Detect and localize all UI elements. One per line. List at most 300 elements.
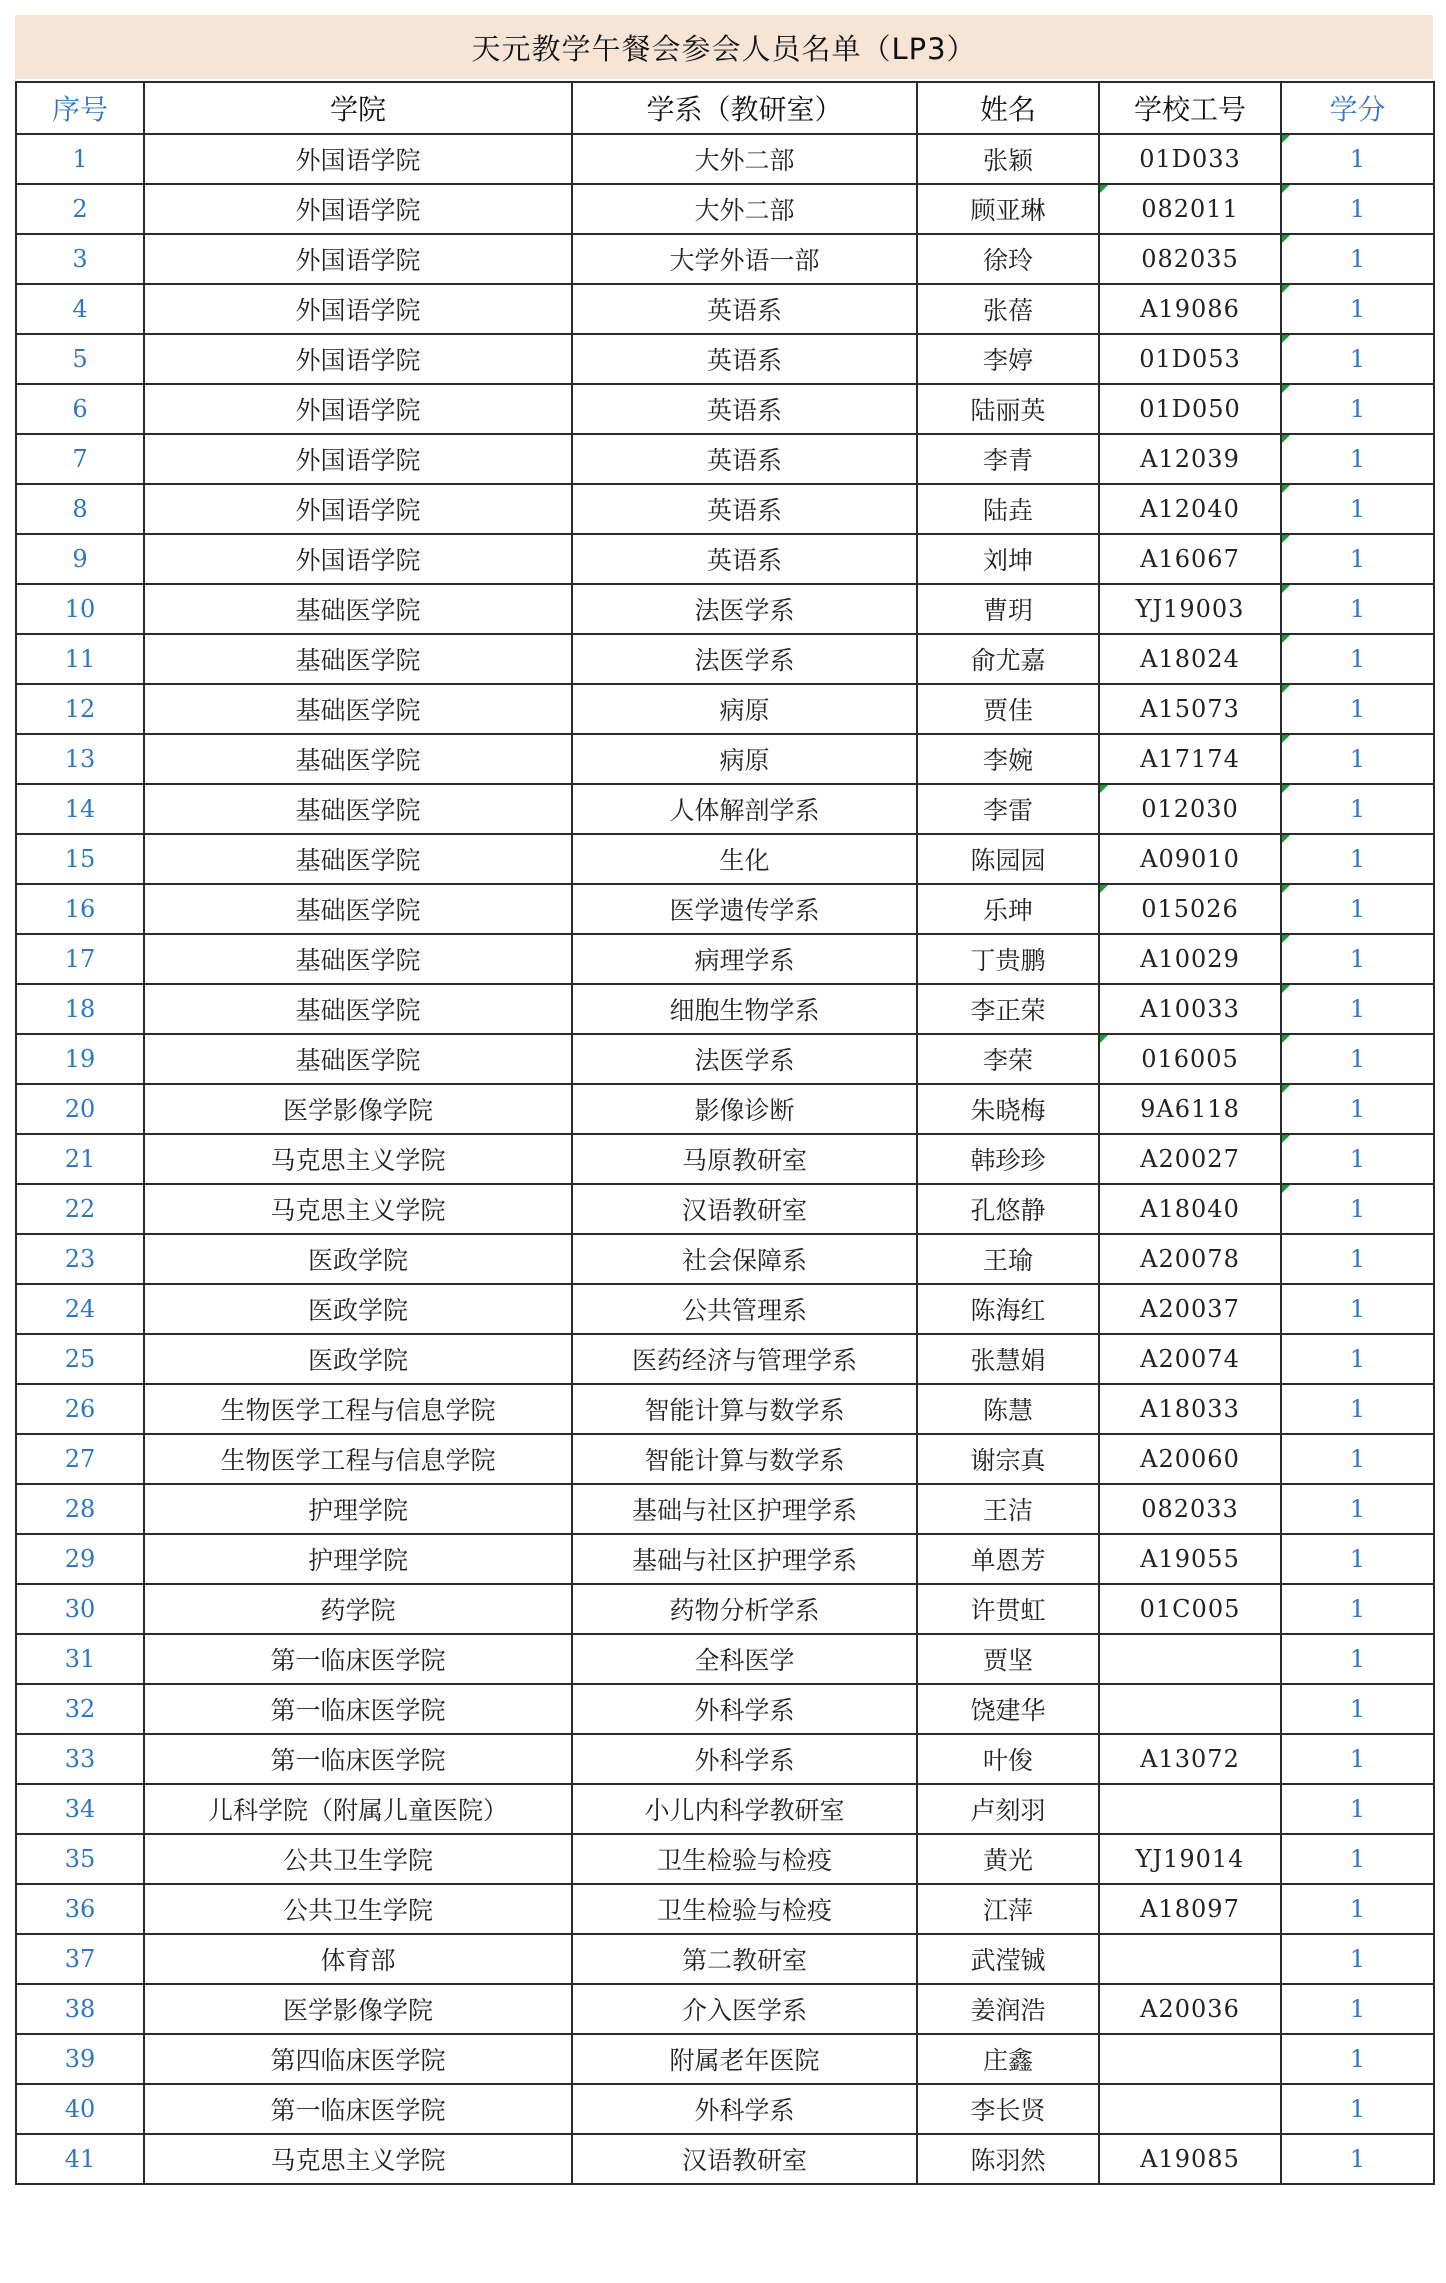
cell-staff-id[interactable]	[1099, 1634, 1281, 1684]
table-row[interactable]	[16, 984, 1434, 1034]
table-row[interactable]	[16, 484, 1434, 534]
table-row[interactable]	[16, 1684, 1434, 1734]
cell-college[interactable]	[144, 2034, 572, 2084]
cell-name[interactable]	[917, 134, 1099, 184]
table-row[interactable]	[16, 384, 1434, 434]
cell-college[interactable]	[144, 1284, 572, 1334]
cell-staff-id-text: A20036	[1140, 1995, 1240, 2023]
cell-name[interactable]	[917, 1584, 1099, 1634]
cell-staff-id[interactable]	[1099, 634, 1281, 684]
cell-staff-id[interactable]	[1099, 1834, 1281, 1884]
cell-name[interactable]	[917, 1834, 1099, 1884]
table-row[interactable]	[16, 934, 1434, 984]
cell-department[interactable]	[572, 1534, 917, 1584]
cell-name[interactable]	[917, 1384, 1099, 1434]
cell-college[interactable]	[144, 1484, 572, 1534]
cell-department-text: 公共管理系	[681, 1296, 807, 1325]
table-row[interactable]	[16, 1934, 1434, 1984]
cell-department[interactable]	[572, 1134, 917, 1184]
cell-staff-id[interactable]	[1099, 184, 1281, 234]
cell-credit[interactable]	[1281, 834, 1434, 884]
table-row[interactable]	[16, 884, 1434, 934]
cell-credit[interactable]	[1281, 1634, 1434, 1684]
cell-department[interactable]	[572, 484, 917, 534]
cell-credit-text: 1	[1349, 2095, 1366, 2123]
cell-staff-id[interactable]	[1099, 384, 1281, 434]
cell-name[interactable]	[917, 1684, 1099, 1734]
cell-index[interactable]	[16, 1784, 144, 1834]
header-staff-id[interactable]: 学校工号	[1099, 82, 1281, 134]
table-row[interactable]	[16, 1784, 1434, 1834]
cell-name[interactable]	[917, 284, 1099, 334]
cell-college[interactable]	[144, 534, 572, 584]
cell-index[interactable]	[16, 634, 144, 684]
cell-credit[interactable]	[1281, 284, 1434, 334]
cell-name[interactable]	[917, 1934, 1099, 1984]
cell-credit[interactable]	[1281, 1984, 1434, 2034]
cell-index[interactable]	[16, 1284, 144, 1334]
cell-index[interactable]	[16, 984, 144, 1034]
cell-college[interactable]	[144, 984, 572, 1034]
cell-department[interactable]	[572, 1784, 917, 1834]
cell-department[interactable]	[572, 1684, 917, 1734]
cell-index[interactable]	[16, 734, 144, 784]
cell-department[interactable]	[572, 734, 917, 784]
table-row[interactable]	[16, 684, 1434, 734]
cell-staff-id[interactable]	[1099, 2034, 1281, 2084]
cell-department[interactable]	[572, 384, 917, 434]
table-row[interactable]	[16, 634, 1434, 684]
cell-name[interactable]	[917, 1884, 1099, 1934]
cell-staff-id[interactable]	[1099, 884, 1281, 934]
table-row[interactable]	[16, 284, 1434, 334]
cell-credit-text: 1	[1349, 1045, 1366, 1073]
cell-department[interactable]	[572, 234, 917, 284]
cell-college[interactable]	[144, 884, 572, 934]
cell-college[interactable]	[144, 1884, 572, 1934]
table-row[interactable]	[16, 1134, 1434, 1184]
cell-credit[interactable]	[1281, 1534, 1434, 1584]
cell-college[interactable]	[144, 784, 572, 834]
cell-department[interactable]	[572, 584, 917, 634]
cell-name[interactable]	[917, 1284, 1099, 1334]
cell-department[interactable]	[572, 1584, 917, 1634]
cell-college[interactable]	[144, 1034, 572, 1084]
cell-credit[interactable]	[1281, 1084, 1434, 1134]
cell-index[interactable]	[16, 1234, 144, 1284]
cell-credit[interactable]	[1281, 1734, 1434, 1784]
cell-department[interactable]	[572, 134, 917, 184]
cell-name[interactable]	[917, 1984, 1099, 2034]
cell-college[interactable]	[144, 484, 572, 534]
cell-college[interactable]	[144, 634, 572, 684]
table-row[interactable]	[16, 784, 1434, 834]
cell-department[interactable]	[572, 1984, 917, 2034]
cell-college[interactable]	[144, 1984, 572, 2034]
table-row[interactable]	[16, 1534, 1434, 1584]
cell-department[interactable]	[572, 834, 917, 884]
cell-staff-id[interactable]	[1099, 2134, 1281, 2184]
cell-department[interactable]	[572, 634, 917, 684]
cell-credit[interactable]	[1281, 1484, 1434, 1534]
cell-index[interactable]	[16, 834, 144, 884]
cell-staff-id[interactable]	[1099, 1684, 1281, 1734]
cell-staff-id[interactable]	[1099, 1384, 1281, 1434]
cell-college[interactable]	[144, 2084, 572, 2134]
cell-college[interactable]	[144, 1834, 572, 1884]
cell-credit[interactable]	[1281, 684, 1434, 734]
cell-name[interactable]	[917, 984, 1099, 1034]
cell-credit[interactable]	[1281, 1584, 1434, 1634]
cell-staff-id[interactable]	[1099, 434, 1281, 484]
cell-staff-id[interactable]	[1099, 584, 1281, 634]
cell-credit[interactable]	[1281, 1284, 1434, 1334]
cell-staff-id[interactable]	[1099, 1184, 1281, 1234]
cell-college[interactable]	[144, 284, 572, 334]
cell-name[interactable]	[917, 1334, 1099, 1384]
cell-name[interactable]	[917, 1184, 1099, 1234]
cell-college[interactable]	[144, 1534, 572, 1584]
cell-name[interactable]	[917, 1434, 1099, 1484]
cell-college[interactable]	[144, 434, 572, 484]
cell-department[interactable]	[572, 1484, 917, 1534]
cell-index[interactable]	[16, 384, 144, 434]
cell-index[interactable]	[16, 2034, 144, 2084]
cell-index[interactable]	[16, 284, 144, 334]
cell-name[interactable]	[917, 334, 1099, 384]
table-row[interactable]	[16, 1984, 1434, 2034]
cell-college[interactable]	[144, 334, 572, 384]
cell-index[interactable]	[16, 1034, 144, 1084]
cell-index[interactable]	[16, 234, 144, 284]
cell-staff-id[interactable]	[1099, 1434, 1281, 1484]
cell-index[interactable]	[16, 2134, 144, 2184]
cell-credit[interactable]	[1281, 1034, 1434, 1084]
cell-college[interactable]	[144, 684, 572, 734]
table-row[interactable]	[16, 734, 1434, 784]
cell-department[interactable]	[572, 2034, 917, 2084]
cell-name[interactable]	[917, 2084, 1099, 2134]
cell-credit[interactable]	[1281, 584, 1434, 634]
cell-index[interactable]	[16, 1184, 144, 1234]
cell-credit[interactable]	[1281, 384, 1434, 434]
header-index[interactable]: 序号	[16, 82, 144, 134]
table-row[interactable]	[16, 1184, 1434, 1234]
cell-credit[interactable]	[1281, 884, 1434, 934]
cell-name[interactable]	[917, 1484, 1099, 1534]
cell-staff-id[interactable]	[1099, 834, 1281, 884]
cell-name[interactable]	[917, 1084, 1099, 1134]
cell-staff-id[interactable]	[1099, 1784, 1281, 1834]
cell-name[interactable]	[917, 834, 1099, 884]
cell-department[interactable]	[572, 334, 917, 384]
cell-credit[interactable]	[1281, 1234, 1434, 1284]
cell-college[interactable]	[144, 834, 572, 884]
cell-department[interactable]	[572, 1084, 917, 1134]
cell-name[interactable]	[917, 934, 1099, 984]
cell-index[interactable]	[16, 2084, 144, 2134]
cell-college[interactable]	[144, 1134, 572, 1184]
cell-staff-id[interactable]	[1099, 334, 1281, 384]
cell-college[interactable]	[144, 384, 572, 434]
cell-college[interactable]	[144, 1584, 572, 1634]
cell-credit[interactable]	[1281, 934, 1434, 984]
cell-staff-id[interactable]	[1099, 784, 1281, 834]
cell-name[interactable]	[917, 1034, 1099, 1084]
table-row[interactable]	[16, 1584, 1434, 1634]
cell-name[interactable]	[917, 1534, 1099, 1584]
cell-college[interactable]	[144, 1084, 572, 1134]
cell-college[interactable]	[144, 1684, 572, 1734]
table-row[interactable]	[16, 1734, 1434, 1784]
cell-name[interactable]	[917, 384, 1099, 434]
cell-department[interactable]	[572, 184, 917, 234]
cell-staff-id-text: A18040	[1140, 1195, 1240, 1223]
cell-department[interactable]	[572, 1734, 917, 1784]
cell-department[interactable]	[572, 884, 917, 934]
cell-name[interactable]	[917, 534, 1099, 584]
cell-department[interactable]	[572, 1834, 917, 1884]
cell-department[interactable]	[572, 534, 917, 584]
table-row[interactable]	[16, 1834, 1434, 1884]
cell-department[interactable]	[572, 284, 917, 334]
cell-credit[interactable]	[1281, 1784, 1434, 1834]
cell-credit[interactable]	[1281, 2084, 1434, 2134]
cell-index[interactable]	[16, 484, 144, 534]
cell-credit[interactable]	[1281, 1134, 1434, 1184]
cell-name[interactable]	[917, 1634, 1099, 1684]
cell-name[interactable]	[917, 484, 1099, 534]
cell-credit[interactable]	[1281, 534, 1434, 584]
cell-index[interactable]	[16, 1934, 144, 1984]
cell-department[interactable]	[572, 2134, 917, 2184]
cell-name[interactable]	[917, 1134, 1099, 1184]
cell-name[interactable]	[917, 884, 1099, 934]
cell-credit[interactable]	[1281, 784, 1434, 834]
table-row[interactable]	[16, 234, 1434, 284]
cell-index[interactable]	[16, 584, 144, 634]
cell-index[interactable]	[16, 1684, 144, 1734]
cell-credit[interactable]	[1281, 1184, 1434, 1234]
cell-staff-id[interactable]	[1099, 484, 1281, 534]
cell-index[interactable]	[16, 1334, 144, 1384]
cell-staff-id[interactable]	[1099, 934, 1281, 984]
cell-college[interactable]	[144, 1184, 572, 1234]
cell-college[interactable]	[144, 584, 572, 634]
cell-index[interactable]	[16, 1484, 144, 1534]
cell-index[interactable]	[16, 184, 144, 234]
cell-staff-id[interactable]	[1099, 1234, 1281, 1284]
cell-index[interactable]	[16, 1534, 144, 1584]
cell-index[interactable]	[16, 1834, 144, 1884]
cell-credit[interactable]	[1281, 984, 1434, 1034]
cell-index[interactable]	[16, 884, 144, 934]
cell-staff-id[interactable]	[1099, 284, 1281, 334]
cell-index[interactable]	[16, 334, 144, 384]
cell-college[interactable]	[144, 1934, 572, 1984]
cell-credit[interactable]	[1281, 1334, 1434, 1384]
cell-credit[interactable]	[1281, 434, 1434, 484]
cell-staff-id[interactable]	[1099, 1584, 1281, 1634]
cell-index[interactable]	[16, 1884, 144, 1934]
cell-department[interactable]	[572, 1434, 917, 1484]
cell-name[interactable]	[917, 434, 1099, 484]
cell-index[interactable]	[16, 684, 144, 734]
cell-name[interactable]	[917, 584, 1099, 634]
cell-college[interactable]	[144, 134, 572, 184]
cell-name[interactable]	[917, 684, 1099, 734]
cell-staff-id[interactable]	[1099, 734, 1281, 784]
cell-credit[interactable]	[1281, 2134, 1434, 2184]
cell-index[interactable]	[16, 534, 144, 584]
cell-credit[interactable]	[1281, 634, 1434, 684]
cell-staff-id[interactable]	[1099, 1034, 1281, 1084]
cell-department[interactable]	[572, 934, 917, 984]
cell-name[interactable]	[917, 184, 1099, 234]
table-row[interactable]	[16, 1284, 1434, 1334]
cell-index[interactable]	[16, 1984, 144, 2034]
table-row[interactable]	[16, 184, 1434, 234]
table-row[interactable]	[16, 584, 1434, 634]
cell-staff-id[interactable]	[1099, 1534, 1281, 1584]
table-row[interactable]	[16, 434, 1434, 484]
cell-credit[interactable]	[1281, 334, 1434, 384]
cell-index[interactable]	[16, 934, 144, 984]
cell-index[interactable]	[16, 1134, 144, 1184]
cell-index[interactable]	[16, 1734, 144, 1784]
cell-index[interactable]	[16, 1634, 144, 1684]
table-row[interactable]	[16, 334, 1434, 384]
cell-index[interactable]	[16, 784, 144, 834]
cell-college-text: 药学院	[320, 1596, 396, 1625]
cell-department[interactable]	[572, 1284, 917, 1334]
cell-staff-id[interactable]	[1099, 1484, 1281, 1534]
cell-college[interactable]	[144, 1434, 572, 1484]
cell-college[interactable]	[144, 934, 572, 984]
cell-staff-id[interactable]	[1099, 2084, 1281, 2134]
cell-credit[interactable]	[1281, 1884, 1434, 1934]
cell-staff-id[interactable]	[1099, 1884, 1281, 1934]
cell-index[interactable]	[16, 434, 144, 484]
table-row[interactable]	[16, 534, 1434, 584]
cell-credit[interactable]	[1281, 134, 1434, 184]
table-row[interactable]	[16, 1884, 1434, 1934]
cell-college[interactable]	[144, 1784, 572, 1834]
cell-credit[interactable]	[1281, 234, 1434, 284]
header-college[interactable]: 学院	[144, 82, 572, 134]
cell-staff-id[interactable]	[1099, 1934, 1281, 1984]
cell-name[interactable]	[917, 784, 1099, 834]
table-row[interactable]	[16, 1434, 1434, 1484]
cell-college[interactable]	[144, 1234, 572, 1284]
table-row[interactable]	[16, 2134, 1434, 2184]
cell-college[interactable]	[144, 1634, 572, 1684]
cell-department[interactable]	[572, 1234, 917, 1284]
cell-index[interactable]	[16, 1434, 144, 1484]
table-row[interactable]	[16, 1384, 1434, 1434]
table-row[interactable]	[16, 1084, 1434, 1134]
cell-department[interactable]	[572, 984, 917, 1034]
cell-name[interactable]	[917, 2034, 1099, 2084]
cell-staff-id[interactable]	[1099, 1134, 1281, 1184]
cell-staff-id[interactable]	[1099, 1334, 1281, 1384]
cell-college[interactable]	[144, 734, 572, 784]
cell-college[interactable]	[144, 184, 572, 234]
cell-staff-id[interactable]	[1099, 1734, 1281, 1784]
header-department[interactable]: 学系（教研室）	[572, 82, 917, 134]
table-row[interactable]	[16, 834, 1434, 884]
cell-college[interactable]	[144, 234, 572, 284]
cell-department[interactable]	[572, 1184, 917, 1234]
cell-credit[interactable]	[1281, 734, 1434, 784]
cell-college[interactable]	[144, 1334, 572, 1384]
cell-index[interactable]	[16, 134, 144, 184]
cell-credit[interactable]	[1281, 1384, 1434, 1434]
cell-staff-id[interactable]	[1099, 134, 1281, 184]
cell-credit[interactable]	[1281, 1684, 1434, 1734]
cell-department[interactable]	[572, 434, 917, 484]
cell-credit[interactable]	[1281, 1834, 1434, 1884]
table-row[interactable]	[16, 2084, 1434, 2134]
cell-staff-id[interactable]	[1099, 234, 1281, 284]
cell-staff-id[interactable]	[1099, 1084, 1281, 1134]
cell-staff-id[interactable]	[1099, 534, 1281, 584]
cell-name[interactable]	[917, 1234, 1099, 1284]
cell-credit[interactable]	[1281, 184, 1434, 234]
cell-name[interactable]	[917, 1734, 1099, 1784]
cell-department[interactable]	[572, 1884, 917, 1934]
cell-name[interactable]	[917, 734, 1099, 784]
cell-college[interactable]	[144, 1384, 572, 1434]
cell-department[interactable]	[572, 1034, 917, 1084]
cell-name[interactable]	[917, 1784, 1099, 1834]
table-row[interactable]	[16, 1034, 1434, 1084]
cell-credit[interactable]	[1281, 484, 1434, 534]
cell-department[interactable]	[572, 784, 917, 834]
cell-department[interactable]	[572, 2084, 917, 2134]
header-name[interactable]: 姓名	[917, 82, 1099, 134]
cell-staff-id[interactable]	[1099, 684, 1281, 734]
cell-department[interactable]	[572, 1384, 917, 1434]
cell-department[interactable]	[572, 684, 917, 734]
header-credit[interactable]: 学分	[1281, 82, 1434, 134]
table-row[interactable]	[16, 1484, 1434, 1534]
cell-department[interactable]	[572, 1334, 917, 1384]
cell-name[interactable]	[917, 2134, 1099, 2184]
cell-index[interactable]	[16, 1384, 144, 1434]
cell-staff-id[interactable]	[1099, 984, 1281, 1034]
table-row[interactable]	[16, 1334, 1434, 1384]
cell-index[interactable]	[16, 1584, 144, 1634]
cell-credit[interactable]	[1281, 1434, 1434, 1484]
cell-department[interactable]	[572, 1634, 917, 1684]
cell-department[interactable]	[572, 1934, 917, 1984]
cell-index[interactable]	[16, 1084, 144, 1134]
cell-college[interactable]	[144, 1734, 572, 1784]
cell-credit[interactable]	[1281, 2034, 1434, 2084]
cell-credit[interactable]	[1281, 1934, 1434, 1984]
cell-staff-id[interactable]	[1099, 1984, 1281, 2034]
table-row[interactable]	[16, 1634, 1434, 1684]
table-row[interactable]	[16, 1234, 1434, 1284]
cell-name[interactable]	[917, 234, 1099, 284]
table-row[interactable]	[16, 2034, 1434, 2084]
cell-name[interactable]	[917, 634, 1099, 684]
cell-name-text: 韩珍珍	[970, 1146, 1046, 1175]
cell-college[interactable]	[144, 2134, 572, 2184]
table-row[interactable]	[16, 134, 1434, 184]
cell-staff-id[interactable]	[1099, 1284, 1281, 1334]
